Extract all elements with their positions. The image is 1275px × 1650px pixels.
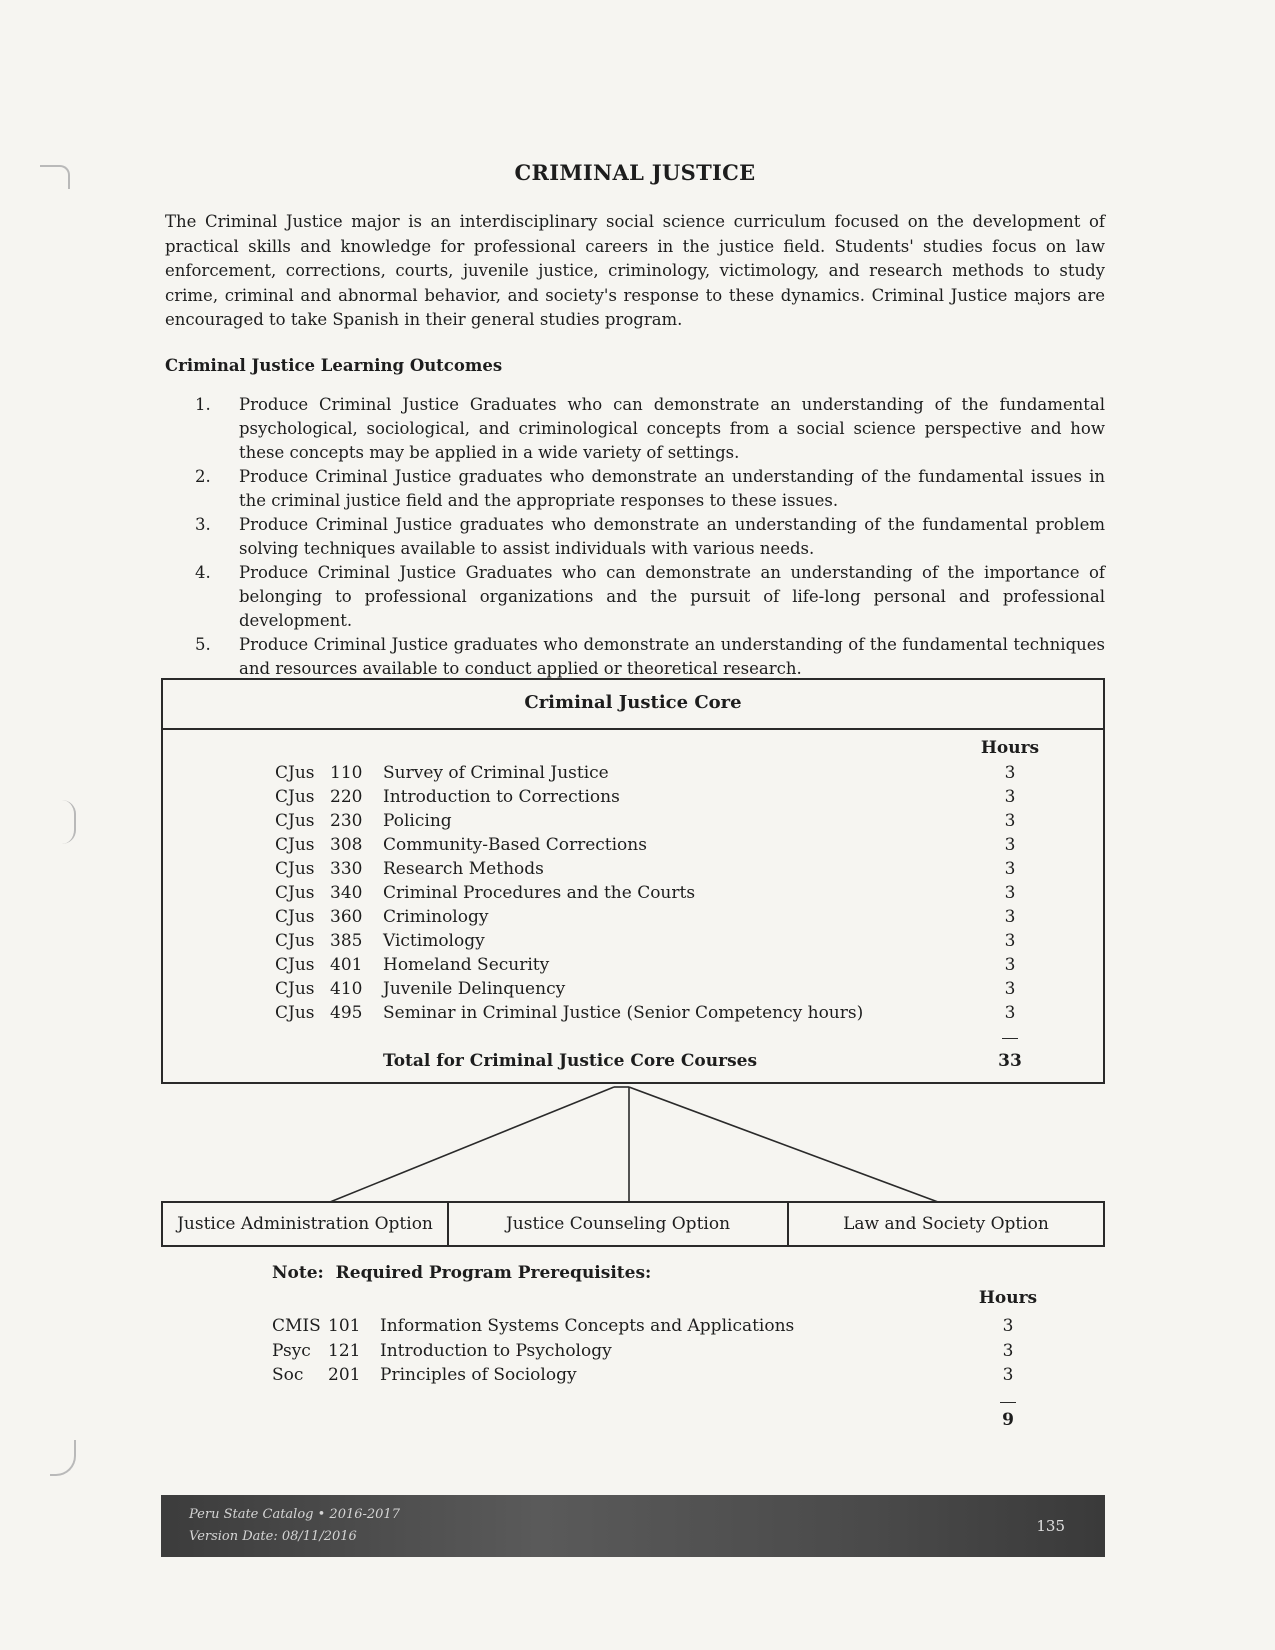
option-law-and-society: Law and Society Option — [843, 1214, 1049, 1234]
course-hours: 3 — [1004, 979, 1016, 999]
course-name: Seminar in Criminal Justice (Senior Competency hours) — [383, 1003, 864, 1023]
course-name: Introduction to Psychology — [380, 1341, 612, 1361]
course-dept: CJus — [275, 883, 315, 903]
course-number: 101 — [328, 1316, 361, 1336]
connector-right-line — [629, 1087, 938, 1202]
course-dept: CJus — [275, 1003, 315, 1023]
course-name: Survey of Criminal Justice — [383, 763, 609, 783]
course-dept: CJus — [275, 955, 315, 975]
core-courses-box — [161, 678, 1105, 1084]
scan-artifact — [62, 800, 76, 844]
core-total-rule — [1002, 1038, 1018, 1039]
connector-left-line — [330, 1087, 614, 1202]
course-dept: CJus — [275, 859, 315, 879]
course-hours: 3 — [1004, 955, 1016, 975]
course-hours: 3 — [1004, 1003, 1016, 1023]
course-hours: 3 — [1002, 1341, 1014, 1361]
outcome-item — [195, 633, 1105, 681]
course-number: 340 — [330, 883, 363, 903]
core-hours-header: Hours — [980, 738, 1040, 758]
course-dept: Psyc — [272, 1341, 311, 1361]
course-number: 308 — [330, 835, 363, 855]
scan-artifact — [40, 165, 70, 189]
course-name: Research Methods — [383, 859, 544, 879]
page-title: CRIMINAL JUSTICE — [514, 160, 756, 185]
intro-paragraph: The Criminal Justice major is an interdisciplinary social science curriculum focused on the development of practical skills and knowledge for professional careers in the justice field. Students' studies focus on law enforcement, corrections, courts, juvenile justice, criminology, victimology, and research methods to study crime, criminal and abnormal behavior, and society's response to these dynamics. Criminal Justice majors are encouraged to take Spanish in their general studies program. — [165, 212, 1105, 329]
course-name: Criminal Procedures and the Courts — [383, 883, 696, 903]
outcome-item — [195, 561, 1105, 633]
outcome-number: 2. — [195, 467, 211, 486]
course-hours: 3 — [1002, 1316, 1014, 1336]
course-number: 110 — [330, 763, 363, 783]
prereq-course-row — [0, 1341, 1275, 1365]
outcome-item — [195, 513, 1105, 561]
outcome-item — [195, 393, 1105, 465]
course-name: Community-Based Corrections — [383, 835, 647, 855]
course-number: 401 — [330, 955, 363, 975]
outcome-number: 5. — [195, 635, 211, 654]
course-hours: 3 — [1004, 907, 1016, 927]
course-dept: CJus — [275, 907, 315, 927]
outcome-number: 3. — [195, 515, 211, 534]
course-name: Information Systems Concepts and Applications — [380, 1316, 795, 1336]
outcome-number: 4. — [195, 563, 211, 582]
course-dept: Soc — [272, 1365, 304, 1385]
course-number: 410 — [330, 979, 363, 999]
prereq-course-row — [0, 1365, 1275, 1389]
outcome-text: Produce Criminal Justice graduates who demonstrate an understanding of the fundamental problem solving techniques available to assist individuals with various needs. — [239, 515, 1105, 558]
course-name: Juvenile Delinquency — [383, 979, 566, 999]
outcome-number: 1. — [195, 395, 211, 414]
outcome-text: Produce Criminal Justice Graduates who can demonstrate an understanding of the importance of belonging to professional organizations and the pursuit of life-long personal and professional development. — [239, 563, 1105, 630]
course-dept: CJus — [275, 835, 315, 855]
outcomes-list — [195, 393, 1105, 681]
course-number: 230 — [330, 811, 363, 831]
course-number: 330 — [330, 859, 363, 879]
course-hours: 3 — [1004, 763, 1016, 783]
outcome-item — [195, 465, 1105, 513]
course-hours: 3 — [1004, 811, 1016, 831]
course-hours: 3 — [1004, 859, 1016, 879]
outcome-text: Produce Criminal Justice Graduates who can demonstrate an understanding of the fundamental psychological, sociological, and criminological concepts from a social science perspective and how these concepts may be applied in a wide variety of settings. — [239, 395, 1105, 462]
core-title-divider — [163, 728, 1103, 730]
course-number: 360 — [330, 907, 363, 927]
outcome-text: Produce Criminal Justice graduates who demonstrate an understanding of the fundamental issues in the criminal justice field and the appropriate responses to these issues. — [239, 467, 1105, 510]
outcome-text: Produce Criminal Justice graduates who demonstrate an understanding of the fundamental techniques and resources available to conduct applied or theoretical research. — [239, 635, 1105, 678]
prereq-hours-header: Hours — [978, 1288, 1038, 1308]
course-hours: 3 — [1004, 835, 1016, 855]
core-total-label: Total for Criminal Justice Core Courses — [383, 1051, 758, 1071]
course-number: 220 — [330, 787, 363, 807]
prereq-total-rule — [1000, 1402, 1016, 1403]
course-dept: CJus — [275, 787, 315, 807]
course-name: Introduction to Corrections — [383, 787, 620, 807]
course-dept: CMIS — [272, 1316, 321, 1336]
course-number: 385 — [330, 931, 363, 951]
footer-version-date: Version Date: 08/11/2016 — [189, 1529, 357, 1544]
scan-artifact — [50, 1440, 76, 1476]
course-number: 201 — [328, 1365, 361, 1385]
prereq-total-hours: 9 — [1002, 1410, 1014, 1430]
course-dept: CJus — [275, 811, 315, 831]
program-options — [161, 1201, 1105, 1247]
course-hours: 3 — [1002, 1365, 1014, 1385]
course-dept: CJus — [275, 931, 315, 951]
course-dept: CJus — [275, 763, 315, 783]
outcomes-heading: Criminal Justice Learning Outcomes — [165, 356, 503, 375]
course-number: 121 — [328, 1341, 361, 1361]
course-name: Homeland Security — [383, 955, 550, 975]
course-name: Policing — [383, 811, 452, 831]
prereq-title: Note: Required Program Prerequisites: — [272, 1263, 652, 1283]
course-hours: 3 — [1004, 787, 1016, 807]
footer-catalog: Peru State Catalog • 2016-2017 — [189, 1507, 400, 1522]
course-dept: CJus — [275, 979, 315, 999]
page-number: 135 — [1036, 1517, 1065, 1535]
course-hours: 3 — [1004, 883, 1016, 903]
course-number: 495 — [330, 1003, 363, 1023]
course-hours: 3 — [1004, 931, 1016, 951]
page-footer — [161, 1495, 1105, 1557]
option-justice-administration: Justice Administration Option — [163, 1203, 449, 1245]
course-name: Victimology — [383, 931, 485, 951]
course-name: Criminology — [383, 907, 489, 927]
core-total-hours: 33 — [998, 1051, 1022, 1071]
prereq-course-row — [0, 1316, 1275, 1340]
option-justice-counseling: Justice Counseling Option — [449, 1203, 789, 1245]
course-name: Principles of Sociology — [380, 1365, 577, 1385]
core-title: Criminal Justice Core — [524, 692, 742, 713]
